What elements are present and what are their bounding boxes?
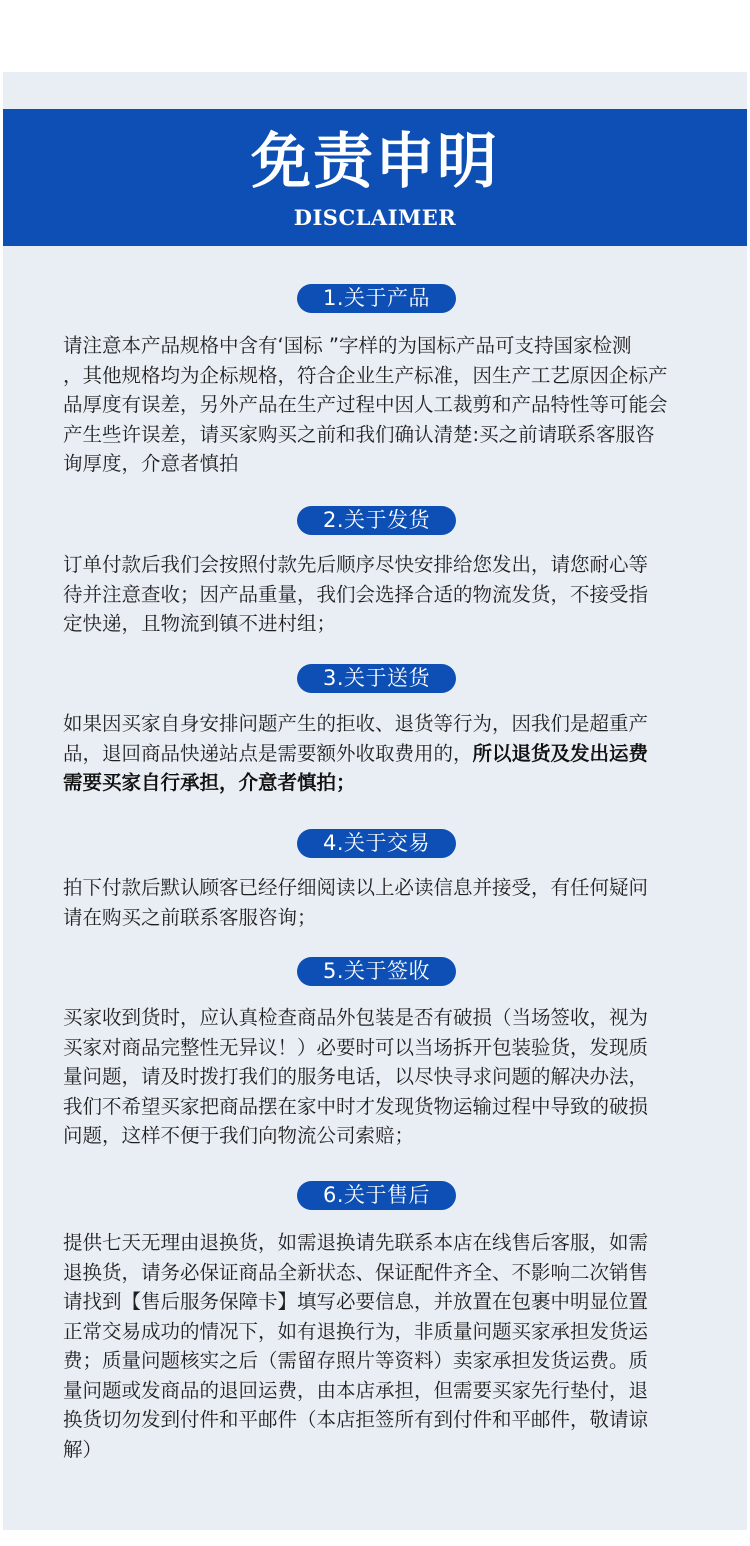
section-body-product <box>63 331 698 479</box>
text-line: 品厚度有误差，另外产品在生产过程中因人工裁剪和产品特性等可能会 <box>63 393 668 416</box>
text-line: 费；质量问题核实之后（需留存照片等资料）卖家承担发货运费。质 <box>63 1349 649 1372</box>
text-line: 产生些许误差，请买家购买之前和我们确认清楚:买之前请联系客服咨 <box>63 422 655 446</box>
section-heading-product: 1.关于产品 <box>297 284 456 313</box>
text-line: 退换货，请务必保证商品全新状态、保证配件齐全、不影响二次销售 <box>63 1260 649 1284</box>
text-line: 拍下付款后默认顾客已经仔细阅读以上必读信息并接受，有任何疑问 <box>63 876 649 899</box>
page-subtitle: DISCLAIMER <box>293 205 457 230</box>
section-body-shipping <box>63 550 698 639</box>
section-body-aftersales <box>63 1228 698 1464</box>
text-line: 我们不希望买家把商品摆在家中时才发现货物运输过程中导致的破损 <box>63 1094 649 1118</box>
text-line: 解） <box>63 1437 103 1461</box>
text-emphasis: 需要买家自行承担，介意者慎拍； <box>63 771 356 794</box>
text-line: 询厚度，介意者慎拍 <box>63 452 239 475</box>
section-heading-receipt: 5.关于签收 <box>297 957 456 986</box>
text-line: 提供七天无理由退换货，如需退换请先联系本店在线售后客服，如需 <box>63 1231 649 1254</box>
text-normal: 品，退回商品快递站点是需要额外收取费用的， <box>63 741 473 765</box>
section-heading-shipping: 2.关于发货 <box>297 506 456 535</box>
text-line: 买家对商品完整性无异议！）必要时可以当场拆开包装验货，发现质 <box>63 1035 649 1059</box>
section-body-receipt <box>63 1003 698 1151</box>
section-body-transaction <box>63 873 698 932</box>
text-line: 请找到【售后服务保障卡】填写必要信息，并放置在包裹中明显位置 <box>63 1290 649 1313</box>
section-heading-transaction: 4.关于交易 <box>297 829 456 858</box>
text-line: 买家收到货时，应认真检查商品外包装是否有破损（当场签收，视为 <box>63 1006 649 1029</box>
text-line: ，其他规格均为企标规格，符合企业生产标准，因生产工艺原因企标产 <box>63 363 668 387</box>
text-line: 问题，这样不便于我们向物流公司索赔； <box>63 1124 415 1147</box>
text-line <box>63 739 698 769</box>
section-heading-aftersales: 6.关于售后 <box>297 1181 456 1210</box>
page-title: 免责申明 <box>251 127 499 197</box>
text-line: 量问题或发商品的退回运费，由本店承担，但需要买家先行垫付，退 <box>63 1378 649 1402</box>
text-emphasis: 所以退货及发出运费 <box>472 741 649 765</box>
text-line: 换货切勿发到付件和平邮件（本店拒签所有到付件和平邮件，敬请谅 <box>63 1408 649 1431</box>
text-line: 量问题，请及时拨打我们的服务电话，以尽快寻求问题的解决办法， <box>63 1065 649 1088</box>
section-heading-delivery: 3.关于送货 <box>297 664 456 693</box>
section-body-delivery <box>63 709 698 798</box>
text-line: 请注意本产品规格中含有‘国标 ”字样的为国标产品可支持国家检测 <box>63 334 632 357</box>
text-line <box>63 768 698 798</box>
text-line: 订单付款后我们会按照付款先后顺序尽快安排给您发出，请您耐心等 <box>63 553 649 576</box>
text-line: 待并注意查收；因产品重量，我们会选择合适的物流发货，不接受指 <box>63 582 649 606</box>
text-line: 正常交易成功的情况下，如有退换行为，非质量问题买家承担发货运 <box>63 1319 649 1343</box>
text-line: 定快递，且物流到镇不进村组； <box>63 612 337 635</box>
text-line: 如果因买家自身安排问题产生的拒收、退货等行为，因我们是超重产 <box>63 712 649 735</box>
text-line: 请在购买之前联系客服咨询； <box>63 905 317 929</box>
